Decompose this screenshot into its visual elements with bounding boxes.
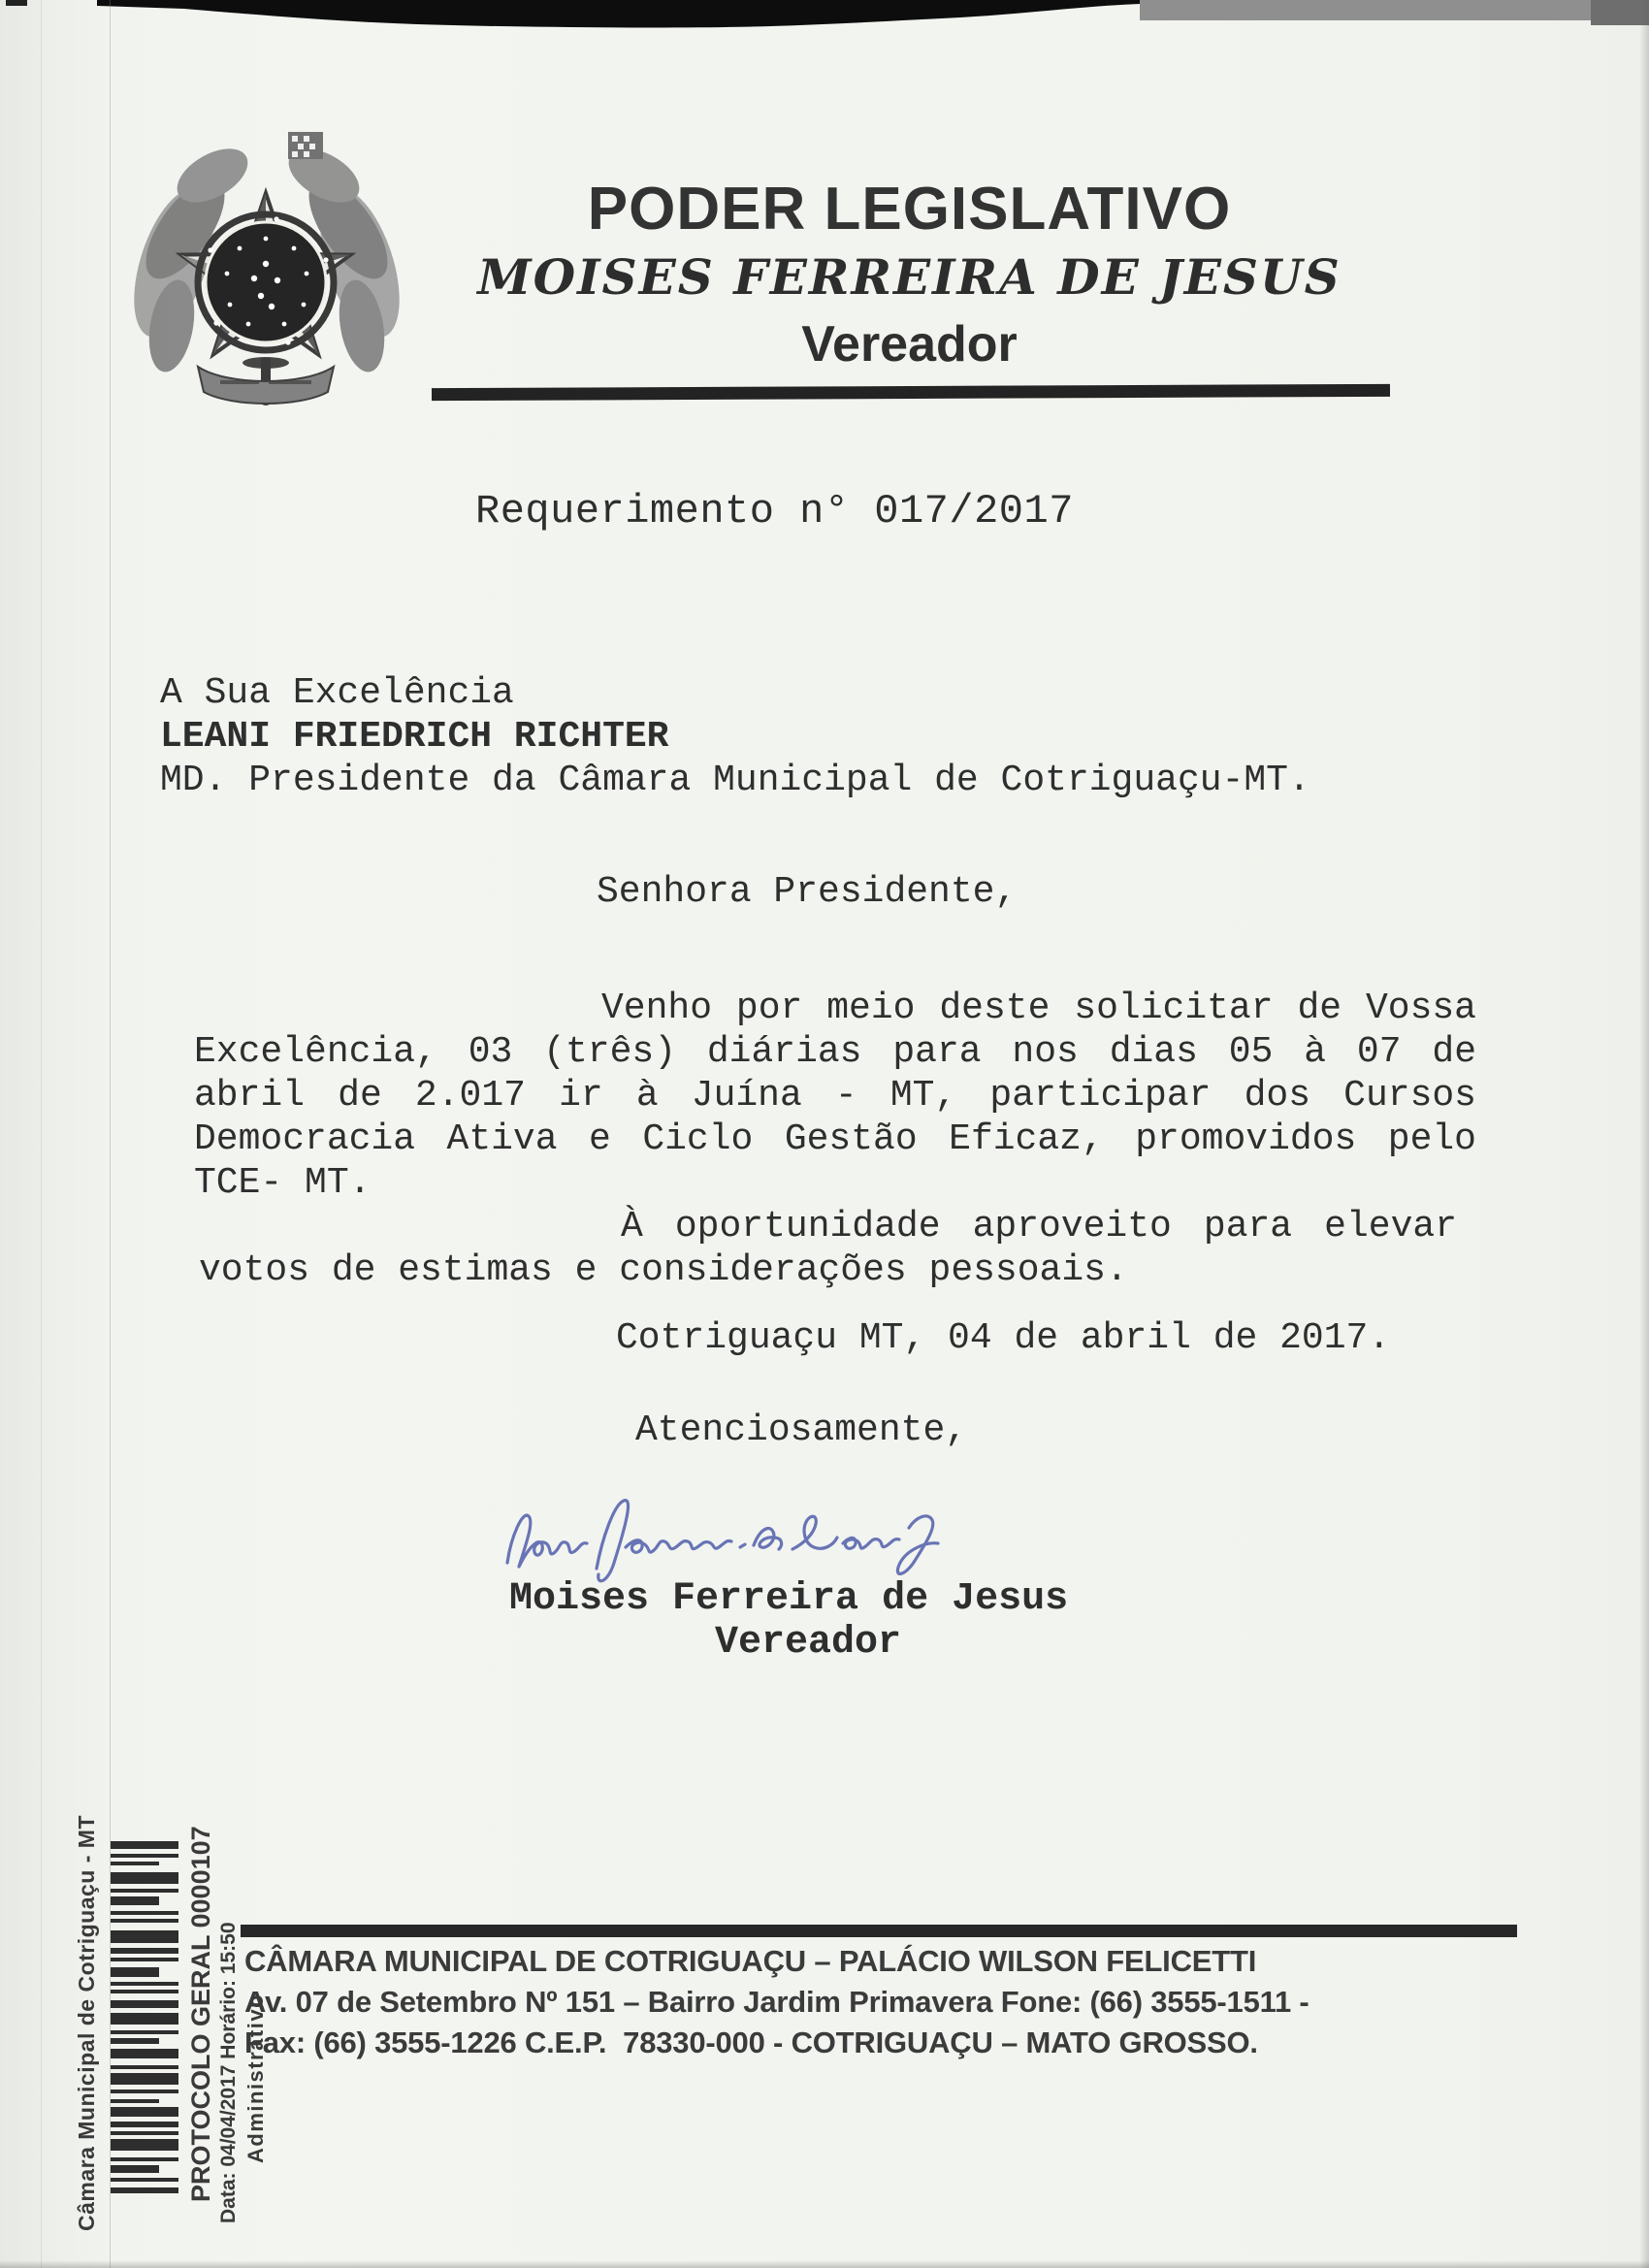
- stamp-barcode: [109, 1841, 182, 2196]
- salutation: Senhora Presidente,: [597, 871, 1018, 913]
- letterhead-name: MOISES FERREIRA DE JESUS: [477, 248, 1342, 306]
- body-paragraph1-line4: Democracia Ativa e Ciclo Gestão Eficaz, promovidos pelo: [194, 1118, 1476, 1160]
- body-paragraph1-line5: TCE- MT.: [194, 1162, 372, 1204]
- document-title: Requerimento n° 017/2017: [475, 488, 1074, 535]
- scan-edge-bottom: [0, 2260, 1649, 2268]
- scan-line-vertical-faint: [41, 0, 42, 2268]
- letterhead-title: PODER LEGISLATIVO: [587, 176, 1232, 243]
- stamp-department: Administrativo: [243, 1993, 268, 2163]
- stamp-org-label: Câmara Municipal de Cotriguaçu - MT: [74, 1815, 99, 2231]
- body-paragraph1-line2: Excelência, 03 (três) diárias para nos dias 05 à 07 de: [194, 1031, 1476, 1073]
- scan-edge-right: [1639, 0, 1649, 2268]
- body-paragraph2-line1: À oportunidade aproveito para elevar: [621, 1206, 1457, 1247]
- stamp-protocol-number: PROTOCOLO GERAL 0000107: [186, 1826, 215, 2202]
- scan-artifact-top-edge: [0, 0, 1649, 43]
- footer-org-line: CÂMARA MUNICIPAL DE COTRIGUAÇU – PALÁCIO WILSON FELICETTI: [244, 1944, 1257, 1978]
- body-paragraph1-line3: abril de 2.017 ir à Juína - MT, participar dos Cursos: [194, 1075, 1476, 1117]
- addressee-office: MD. Presidente da Câmara Municipal de Cotriguaçu-MT.: [160, 760, 1310, 801]
- coat-of-arms-icon: [114, 83, 417, 421]
- footer-contact-line: Fax: (66) 3555-1226 C.E.P. 78330-000 - COTRIGUAÇU – MATO GROSSO.: [244, 2025, 1258, 2059]
- signer-role: Vereador: [715, 1621, 902, 1665]
- addressee-name: LEANI FRIEDRICH RICHTER: [160, 716, 669, 758]
- closing-salutation: Atenciosamente,: [635, 1409, 968, 1451]
- addressee-honorific: A Sua Excelência: [160, 672, 514, 714]
- place-date-line: Cotriguaçu MT, 04 de abril de 2017.: [616, 1317, 1391, 1359]
- body-paragraph1-line1: Venho por meio deste solicitar de Vossa: [601, 988, 1476, 1029]
- footer-address-line: Av. 07 de Setembro Nº 151 – Bairro Jardim Primavera Fone: (66) 3555-1511 -: [244, 1985, 1310, 2019]
- stamp-date-time: Data: 04/04/2017 Horário: 15:50: [217, 1922, 240, 2223]
- letterhead-rule: [432, 384, 1390, 401]
- letterhead-role: Vereador: [801, 316, 1018, 373]
- body-paragraph2-line2: votos de estimas e considerações pessoais.: [199, 1249, 1128, 1291]
- footer-rule: [241, 1925, 1517, 1937]
- signer-name: Moises Ferreira de Jesus: [509, 1577, 1069, 1621]
